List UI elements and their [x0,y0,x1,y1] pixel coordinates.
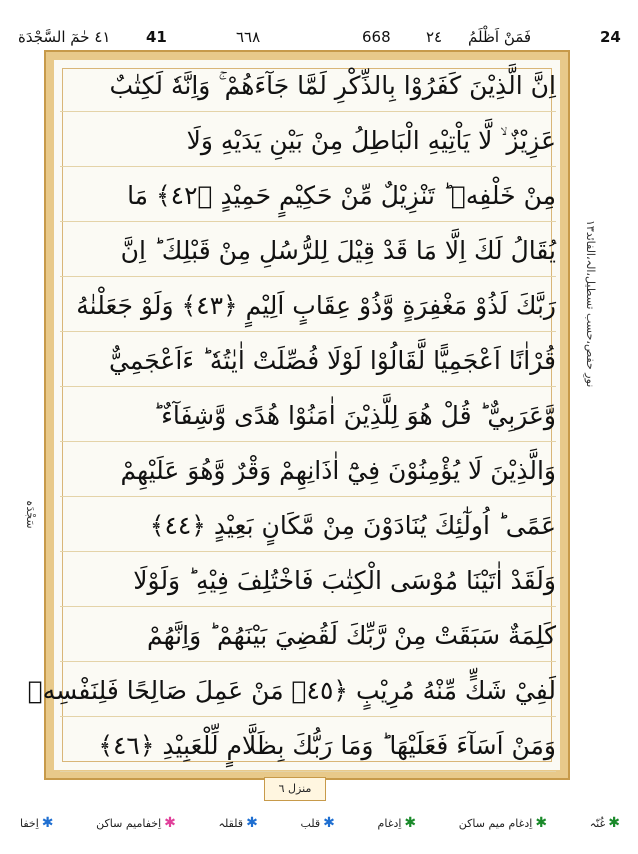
juz-name-arabic: فَمَنْ اَظْلَمُ [468,28,532,46]
star-icon: ✱ [404,815,417,831]
legend-item-ikhfa-meem: ✱ اِخفامیم ساکن [96,815,176,831]
juz-number: 24 [600,28,621,46]
text-line: وَلَقَدْ اٰتَيْنَا مُوْسَى الْكِتٰبَ فَاخْتُلِفَ فِيْهِ ؕ وَلَوْلَا [60,555,556,607]
text-line: يُقَالُ لَكَ اِلَّا مَا قَدْ قِيْلَ لِلرُّسُلِ مِنْ قَبْلِكَ ؕ اِنَّ [60,225,556,277]
text-line: رَبَّكَ لَذُوْ مَغْفِرَةٍ وَّذُوْ عِقَابٍ اَلِيْمٍ ﴿٤٣﴾ وَلَوْ جَعَلْنٰهُ [60,280,556,332]
star-icon: ✱ [535,815,548,831]
side-text-left: سَجْدَہ [24,500,37,529]
star-icon: ✱ [41,815,54,831]
star-icon: ✱ [164,815,176,831]
star-icon: ✱ [608,815,620,831]
legend-item-qalb: ✱ قلب [300,815,335,831]
manzil-label: منزل ٦ [264,777,326,801]
page-header [0,0,638,50]
text-line: مِنْ خَلْفِهٖ ؕ تَنْزِيْلٌ مِّنْ حَكِيْمٍ حَمِيْدٍ ﴿٤٢﴾ مَا [60,170,556,222]
tajweed-legend [20,808,620,838]
legend-item-idgham-meem: ✱ اِدغام میم ساکن [458,815,548,831]
star-icon: ✱ [246,815,258,831]
page-number: 668 [362,28,391,46]
surah-number: 41 [146,28,167,46]
legend-item-qalqala: ✱ قلقلہ [218,815,258,831]
legend-item-idgham: ✱ اِدغام [377,815,417,831]
juz-number-arabic: ٢٤ [426,28,443,46]
text-line: قُرْاٰنًا اَعْجَمِيًّا لَّقَالُوْا لَوْلَا فُصِّلَتْ اٰيٰتُهٗ ؕ ءَاَعْجَمِيٌّ [60,335,556,387]
side-text-right: نورِ حفص،حسب تسطیل،الہ،الفائد۱۳ [584,220,597,388]
page-number-arabic: ٦٦٨ [236,28,261,46]
text-line: كَلِمَةٌ سَبَقَتْ مِنْ رَّبِّكَ لَقُضِيَ بَيْنَهُمْ ؕ وَاِنَّهُمْ [60,610,556,662]
surah-name-arabic: ٤١ حٰمٓ السَّجْدَة [18,28,111,46]
text-line: اِنَّ الَّذِيْنَ كَفَرُوْا بِالذِّكْرِ لَمَّا جَآءَهُمْ ۚ وَاِنَّهٗ لَكِتٰبٌ [60,60,556,112]
text-line: وَالَّذِيْنَ لَا يُؤْمِنُوْنَ فِيْٓ اٰذَانِهِمْ وَقْرٌ وَّهُوَ عَلَيْهِمْ [60,445,556,497]
text-line: وَمَنْ اَسَآءَ فَعَلَيْهَا ؕ وَمَا رَبُّكَ بِظَلَّامٍ لِّلْعَبِيْدِ ﴿٤٦﴾ [60,720,556,772]
legend-item-ghunna: ✱ غُنّہ [589,815,620,831]
star-icon: ✱ [323,815,335,831]
text-line: وَّعَرَبِيٌّ ؕ قُلْ هُوَ لِلَّذِيْنَ اٰمَنُوْا هُدًى وَّشِفَآءٌ ؕ [60,390,556,442]
text-line: عَزِيْزٌ ۙ لَّا يَاْتِيْهِ الْبَاطِلُ مِنْ بَيْنِ يَدَيْهِ وَلَا [60,115,556,167]
text-line: عَمًى ؕ اُولٰٓئِكَ يُنَادَوْنَ مِنْ مَّكَانٍ بَعِيْدٍ ﴿٤٤﴾ [60,500,556,552]
text-line: لَفِيْ شَكٍّ مِّنْهُ مُرِيْبٍ ﴿٤٥﴾ مَنْ عَمِلَ صَالِحًا فَلِنَفْسِهٖ [60,665,556,717]
legend-item-ikhfa: ✱ اِخفا [20,815,54,831]
